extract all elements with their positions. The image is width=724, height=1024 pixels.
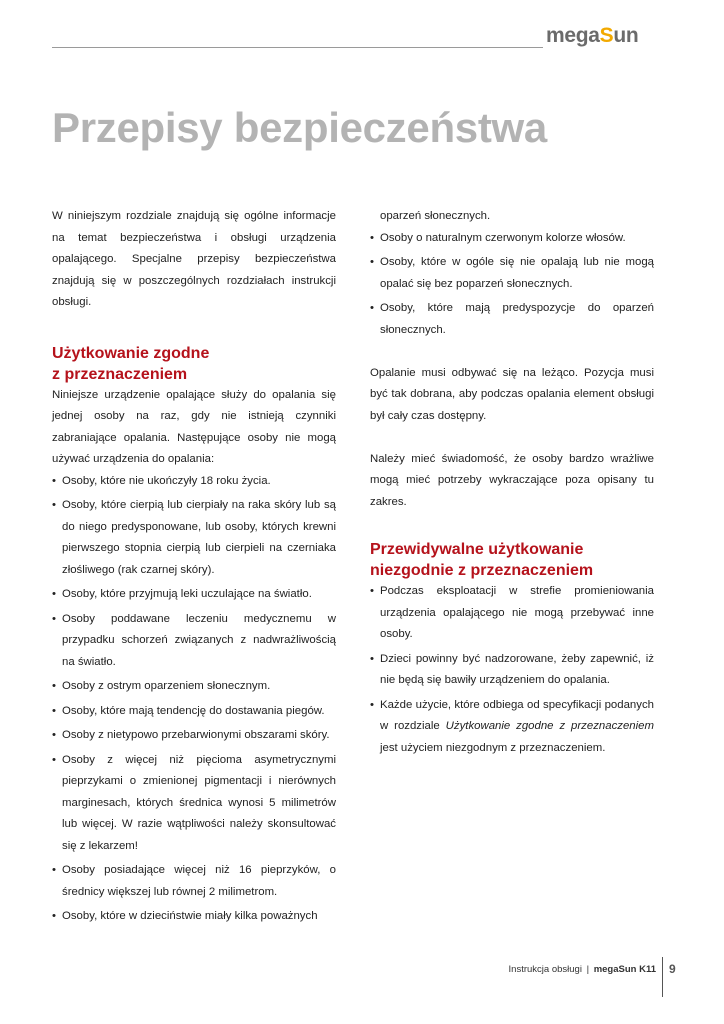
list-item: • Każde użycie, które odbiega od specyfikacji podanych w rozdziale Użytkowanie zgodne z przeznaczeniem jest użyciem niezgodnym z przeznaczeniem. [370, 695, 654, 760]
list-item: • Osoby posiadające więcej niż 16 pieprzyków, o średnicy większej lub równej 2 milimetrom. [52, 860, 336, 903]
list-item: • Osoby, które nie ukończyły 18 roku życia. [52, 471, 336, 493]
page-title: Przepisy bezpieczeństwa [52, 104, 547, 151]
left-column [52, 206, 336, 928]
header-rule [52, 47, 543, 48]
list-item: • Dzieci powinny być nadzorowane, żeby zapewnić, iż nie będą się bawiły urządzeniem do opalania. [370, 649, 654, 692]
page-number: 9 [669, 962, 676, 976]
list-item: • Osoby z ostrym oparzeniem słonecznym. [52, 676, 336, 698]
misuse-list [370, 581, 654, 759]
right-column [370, 206, 654, 759]
footer-rule [662, 957, 663, 997]
section-heading-intended-use: Użytkowanie zgodne z przeznaczeniem [52, 344, 210, 383]
list-item: • Osoby z więcej niż pięcioma asymetrycznymi pieprzykami o zmienionej pigmentacji i nierównych marginesach, których średnica wynosi 5 milimetrów lub więcej. W razie wątpliwości należy skonsultować się z lekarzem! [52, 750, 336, 858]
list-item-continuation: oparzeń słonecznych. [380, 210, 491, 222]
list-item: • Osoby z nietypowo przebarwionymi obszarami skóry. [52, 725, 336, 747]
list-item: • Osoby, które mają predyspozycje do oparzeń słonecznych. [370, 298, 654, 341]
intro-paragraph: W niniejszym rozdziale znajdują się ogólne informacje na temat bezpieczeństwa i obsługi urządzenia opalającego. Specjalne przepisy bezpieczeństwa znajdują się w poszczególnych rozdziałach instrukcji obsługi. [52, 210, 336, 308]
excluded-persons-list [52, 471, 336, 928]
chapter-reference: Użytkowanie zgodne z przeznaczeniem [445, 720, 654, 732]
intended-use-paragraph: Niniejsze urządzenie opalające służy do opalania się jednej osoby na raz, gdy nie istnieją czynniki zabraniające opalania. Następujące osoby nie mogą używać urządzenia do opalania: [52, 388, 336, 465]
list-item: • Osoby poddawane leczeniu medycznemu w przypadku schorzeń związanych z nadwrażliwością na światło. [52, 609, 336, 674]
megasun-logo: megaSun [546, 24, 639, 47]
section-heading-foreseeable-misuse: Przewidywalne użytkowanie niezgodnie z przeznaczeniem [370, 541, 594, 579]
list-item: • Osoby, które przyjmują leki uczulające na światło. [52, 584, 336, 606]
list-item: • Osoby, które cierpią lub cierpiały na raka skóry lub są do niego predysponowane, lub osoby, których krewni pierwszego stopnia cierpią lub cierpieli na czerniaka złośliwego (rak czarnej skóry). [52, 495, 336, 581]
list-item: • Podczas eksploatacji w strefie promieniowania urządzenia opalającego nie mogą przebywać inne osoby. [370, 581, 654, 646]
list-item: • Osoby o naturalnym czerwonym kolorze włosów. [370, 228, 654, 250]
sensitivity-paragraph: Należy mieć świadomość, że osoby bardzo wrażliwe mogą mieć potrzeby wykraczające poza opisany tu zakres. [370, 452, 654, 508]
position-paragraph: Opalanie musi odbywać się na leżąco. Pozycja musi być tak dobrana, aby podczas opalania element obsługi był cały czas dostępny. [370, 366, 654, 422]
list-item: • Osoby, które w dzieciństwie miały kilka poważnych [52, 906, 336, 928]
list-item: • Osoby, które mają tendencję do dostawania piegów. [52, 701, 336, 723]
list-item: • Osoby, które w ogóle się nie opalają lub nie mogą opalać się bez poparzeń słonecznych. [370, 252, 654, 295]
excluded-persons-list-continued [370, 228, 654, 342]
footer-doc-info: Instrukcja obsługi | megaSun K11 [508, 964, 656, 975]
